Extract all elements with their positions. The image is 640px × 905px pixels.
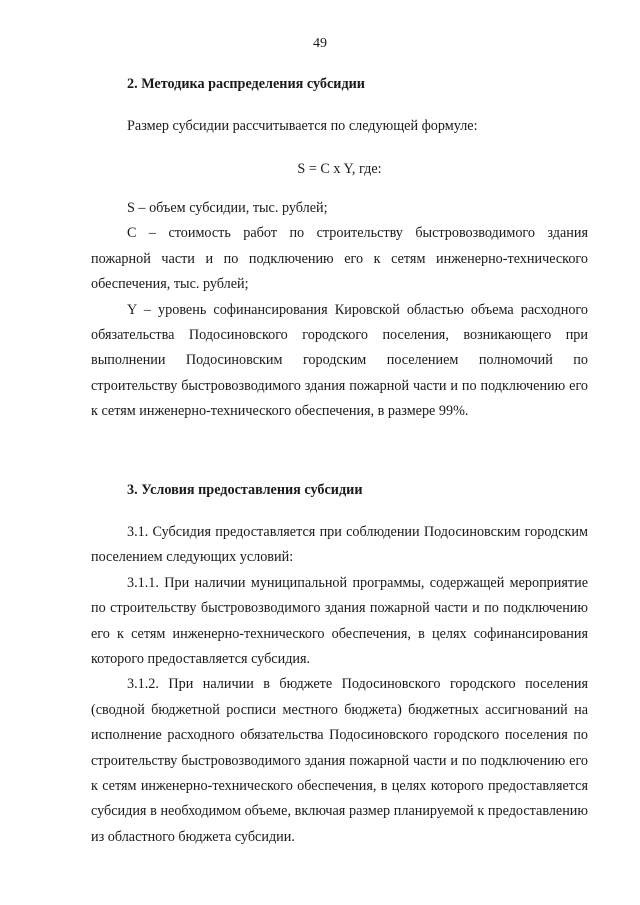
formula-block (91, 157, 588, 182)
definitions-block (91, 196, 588, 425)
definition-y: Y – уровень софинансирования Кировской областью объема расходного обязательства Подосиновского городского поселения, возникающего при выполнении Подосиновским городским поселением полномочий по строительству быстровозводимого здания пожарной части и по подключению его к сетям инженерно-технического обеспечения, в размере 99%. (91, 301, 588, 420)
section-3-body (91, 520, 588, 850)
formula-intro: Размер субсидии рассчитывается по следующей формуле: (127, 118, 478, 134)
formula: S = C x Y, где: (297, 161, 382, 177)
section-2-heading-block (91, 72, 588, 97)
paragraph-3-1-1: 3.1.1. При наличии муниципальной программы, содержащей мероприятие по строительству быстровозводимого здания пожарной части и по подключению его к сетям инженерно-технического обеспечения, в целях софинансирования которого предоставляется субсидия. (91, 574, 588, 668)
section-3-heading-block (91, 478, 588, 503)
definition-s: S – объем субсидии, тыс. рублей; (127, 200, 328, 216)
formula-intro-block (91, 114, 588, 139)
paragraph-3-1: 3.1. Субсидия предоставляется при соблюдении Подосиновским городским поселением следующих условий: (91, 524, 588, 566)
section-2-heading: 2. Методика распределения субсидии (127, 76, 365, 92)
section-3-heading: 3. Условия предоставления субсидии (127, 482, 363, 498)
definition-c: C – стоимость работ по строительству быстровозводимого здания пожарной части и по подключению его к сетям инженерно-технического обеспечения, тыс. рублей; (91, 225, 588, 293)
page-number: 49 (313, 36, 327, 51)
paragraph-3-1-2: 3.1.2. При наличии в бюджете Подосиновского городского поселения (сводной бюджетной росписи местного бюджета) бюджетных ассигнований на исполнение расходного обязательства Подосиновского городского поселения по строительству быстровозводимого здания пожарной части и по подключению его к сетям инженерно-технического обеспечения, в целях которого предоставляется субсидия в необходимом объеме, включая размер планируемой к предоставлению из областного бюджета субсидии. (91, 676, 588, 845)
